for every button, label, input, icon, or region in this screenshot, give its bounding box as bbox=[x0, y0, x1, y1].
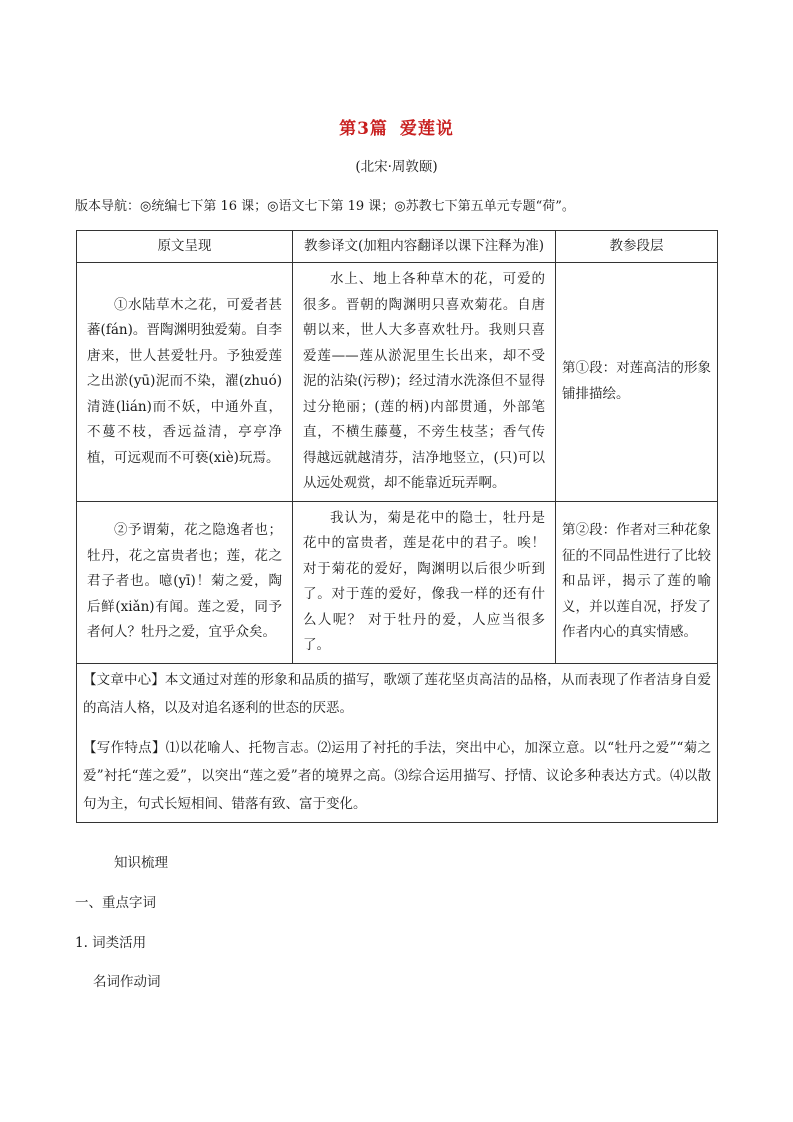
original-text-1: ①水陆草木之花，可爱者甚蕃(fán)。晋陶渊明独爱菊。自李唐来，世人甚爱牡丹。予独爱莲之出淤(yū)泥而不染，濯(zhuó)清涟(lián)而不妖，中通外直，不蔓不枝，香远益清，亭亭净植，可远观而不可亵(xiè)玩焉。 bbox=[77, 263, 293, 502]
translation-text-2: 我认为，菊是花中的隐士，牡丹是花中的富贵者，莲是花中的君子。唉！ 对于菊花的爱好，陶渊明以后很少听到了。对于莲的爱好，像我一样的还有什么人呢？ 对于牡丹的爱，人应当很多了。 bbox=[293, 501, 556, 663]
title-name: 爱莲说 bbox=[399, 119, 454, 139]
title-number: 第3篇 bbox=[339, 119, 388, 139]
part-heading: 1. 词类活用 bbox=[75, 935, 147, 951]
version-navigation: 版本导航：◎统编七下第 16 课；◎语文七下第 19 课；◎苏教七下第五单元专题“荷”。 bbox=[75, 199, 575, 214]
writing-features: 【写作特点】⑴以花喻人、托物言志。⑵运用了衬托的手法，突出中心，加深立意。以“牡丹之爱”“菊之爱”衬托“莲之爱”，以突出“莲之爱”者的境界之高。⑶综合运用描写、抒情、议论多种表达方式。⑷以散句为主，句式长短相间、错落有致、富于变化。 bbox=[83, 739, 711, 812]
level-text-1: 第①段：对莲高洁的形象铺排描绘。 bbox=[556, 263, 718, 502]
original-text-2: ②予谓菊，花之隐逸者也；牡丹，花之富贵者也；莲，花之君子者也。噫(yī)！菊之爱，陶后鲜(xiǎn)有闻。莲之爱，同予者何人？牡丹之爱，宜乎众矣。 bbox=[77, 501, 293, 663]
sub-heading: 名词作动词 bbox=[93, 974, 161, 990]
knowledge-heading: 知识梳理 bbox=[114, 855, 168, 871]
summary-row bbox=[77, 663, 718, 822]
table-row bbox=[77, 501, 718, 663]
article-center: 【文章中心】本文通过对莲的形象和品质的描写，歌颂了莲花坚贞高洁的品格，从而表现了作者洁身自爱的高洁人格，以及对追名逐利的世态的厌恶。 bbox=[83, 671, 711, 716]
text-table bbox=[76, 230, 718, 823]
table-row bbox=[77, 263, 718, 502]
summary-cell bbox=[77, 663, 718, 822]
key-words-heading: 一、重点字词 bbox=[75, 895, 156, 911]
header-translation: 教参译文(加粗内容翻译以课下注释为准) bbox=[293, 231, 556, 263]
table-header-row bbox=[77, 231, 718, 263]
page-title bbox=[0, 114, 793, 139]
author-line: (北宋·周敦颐) bbox=[355, 159, 438, 175]
header-level: 教参段层 bbox=[556, 231, 718, 263]
translation-text-1: 水上、地上各种草木的花，可爱的很多。晋朝的陶渊明只喜欢菊花。自唐朝以来，世人大多喜欢牡丹。我则只喜爱莲——莲从淤泥里生长出来，却不受泥的沾染(污秽)；经过清水洗涤但不显得过分艳丽；(莲的柄)内部贯通，外部笔直，不横生藤蔓，不旁生枝茎；香气传得越远就越清芬，洁净地竖立，(只)可以从远处观赏，却不能靠近玩弄啊。 bbox=[293, 263, 556, 502]
level-text-2: 第②段：作者对三种花象征的不同品性进行了比较和品评，揭示了莲的喻义，并以莲自况，抒发了作者内心的真实情感。 bbox=[556, 501, 718, 663]
header-original: 原文呈现 bbox=[77, 231, 293, 263]
